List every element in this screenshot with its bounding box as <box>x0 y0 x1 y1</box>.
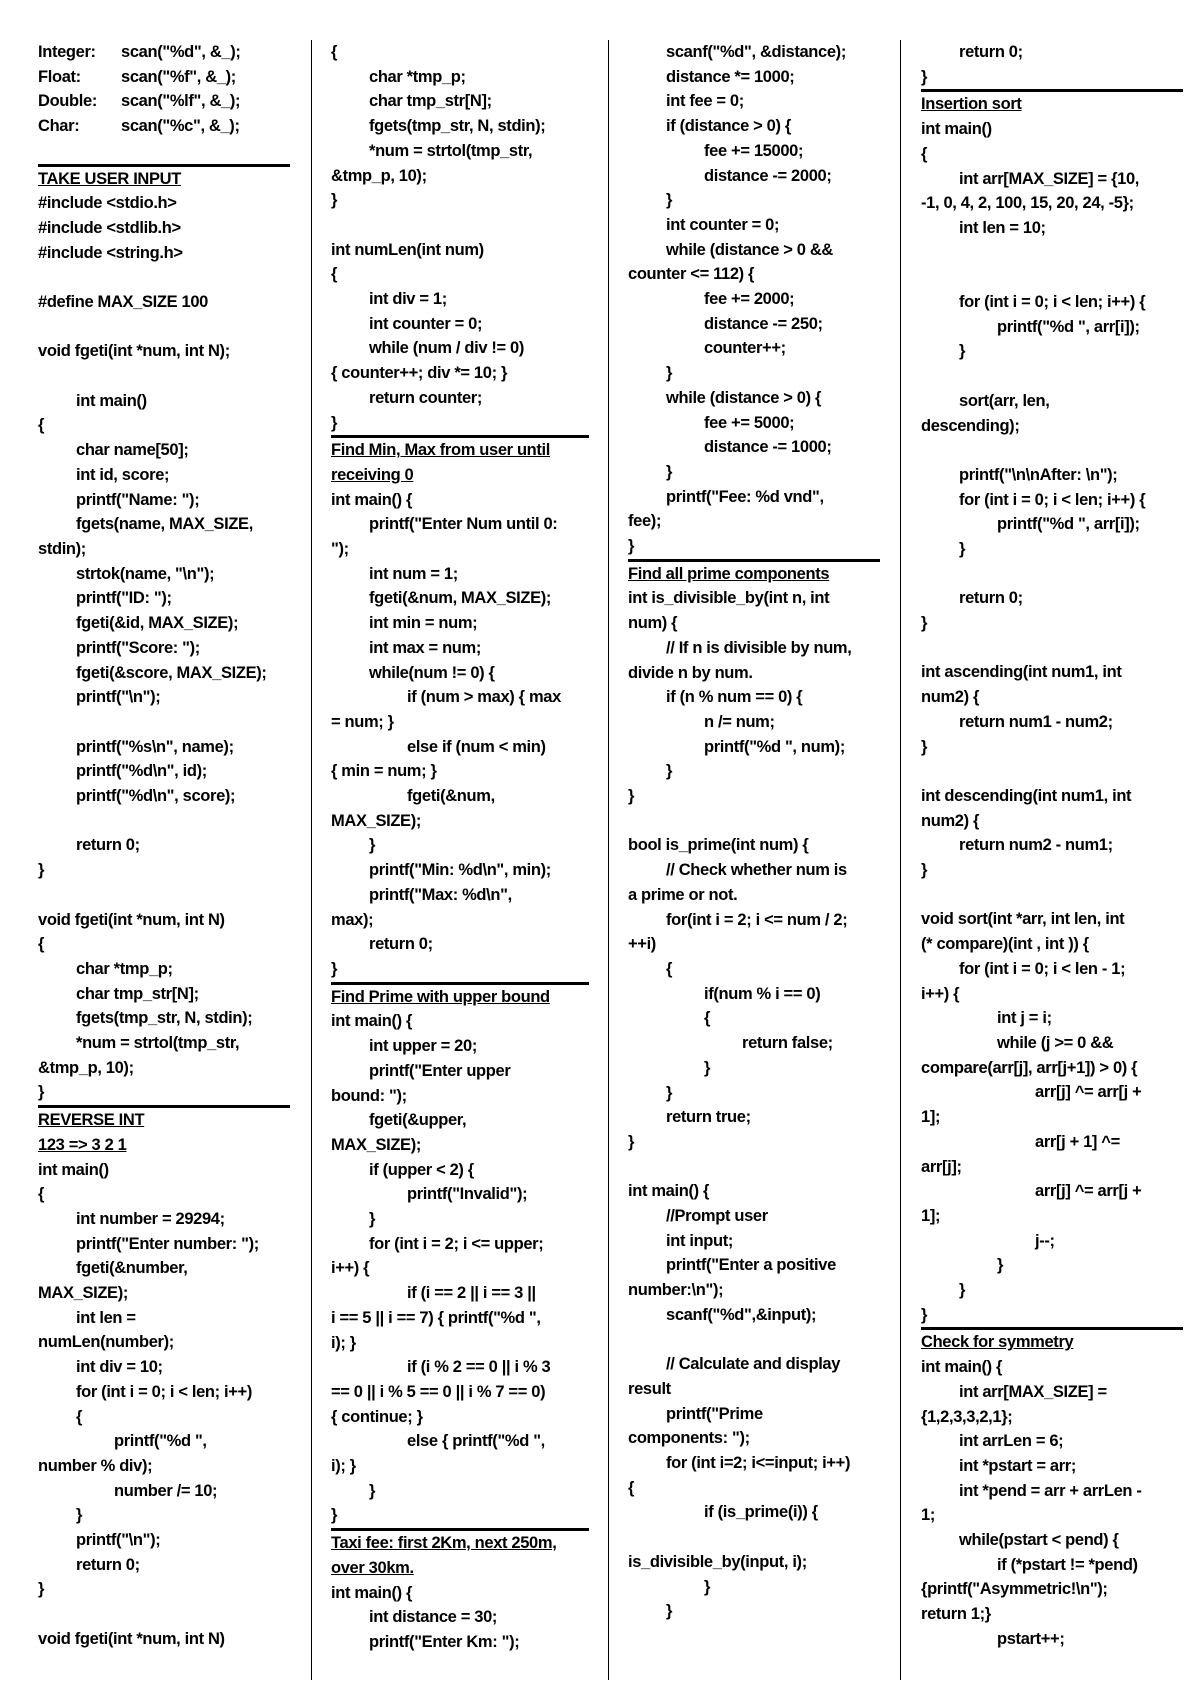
code-line: for (int i = 0; i < len - 1; <box>959 959 1126 978</box>
code-line: printf("%d ", <box>114 1432 207 1451</box>
code-line: { <box>38 935 45 954</box>
code-line: MAX_SIZE); <box>331 811 422 830</box>
section-heading: Find all prime components <box>628 564 830 583</box>
code-line: i++) { <box>331 1259 370 1278</box>
code-line: if (upper < 2) { <box>369 1160 474 1179</box>
code-line: int main() <box>76 391 147 410</box>
code-line: number % div); <box>38 1456 153 1475</box>
code-line: num2) { <box>921 811 980 830</box>
column-2 <box>331 40 589 1680</box>
code-line: } <box>959 540 966 558</box>
code-line: i == 5 || i == 7) { printf("%d ", <box>331 1308 541 1327</box>
code-line: return num1 - num2; <box>959 712 1113 731</box>
code-line: return 0; <box>959 43 1023 61</box>
code-line: scanf("%d", &distance); <box>666 43 846 61</box>
code-line: return 1;} <box>921 1605 991 1624</box>
column-1 <box>38 40 290 1680</box>
code-line: int fee = 0; <box>666 92 744 111</box>
code-line: *num = strtol(tmp_str, <box>76 1034 240 1053</box>
format-row <box>38 89 290 114</box>
code-line: i); } <box>331 1457 356 1476</box>
code-line: i++) { <box>921 984 960 1003</box>
code-line: void fgeti(int *num, int N) <box>38 1629 225 1648</box>
code-line: return 0; <box>369 935 433 954</box>
code-line: { <box>704 1009 711 1028</box>
code-line: fee += 5000; <box>704 413 795 432</box>
code-line: printf("Prime <box>666 1404 763 1423</box>
blank-line <box>921 636 1183 661</box>
code-line: } <box>628 1132 635 1151</box>
blank-line <box>921 759 1183 784</box>
format-row <box>38 65 290 90</box>
code-line: { <box>666 960 673 978</box>
blank-line <box>38 1602 290 1627</box>
column-4-code <box>921 40 1183 1652</box>
code-line: } <box>369 1481 376 1500</box>
code-line: for (int i=2; i<=input; i++) <box>666 1454 851 1473</box>
code-line: stdin); <box>38 540 86 558</box>
code-line: arr[j] ^= arr[j + <box>1035 1182 1142 1201</box>
code-line: counter <= 112) { <box>628 265 755 284</box>
code-line: printf("Name: "); <box>76 490 200 509</box>
code-line: num2) { <box>921 688 980 707</box>
code-line: printf("%d\n", id); <box>76 762 207 781</box>
code-line: } <box>628 787 635 806</box>
code-line: fgeti(&upper, <box>369 1111 467 1130</box>
code-line: if (i == 2 || i == 3 || <box>407 1284 536 1303</box>
column-3 <box>628 40 880 1680</box>
code-line: } <box>666 191 673 210</box>
blank-line <box>921 562 1183 587</box>
code-line: fgets(tmp_str, N, stdin); <box>76 1009 253 1028</box>
blank-line <box>38 883 290 908</box>
code-line: (* compare)(int , int )) { <box>921 935 1089 954</box>
code-line: { <box>38 416 45 435</box>
code-line: 1]; <box>921 1108 941 1127</box>
code-line: while(pstart < pend) { <box>959 1531 1119 1550</box>
code-line: == 0 || i % 5 == 0 || i % 7 == 0) <box>331 1382 546 1401</box>
code-line: printf("Invalid"); <box>407 1185 528 1204</box>
code-line: fgets(name, MAX_SIZE, <box>76 515 253 534</box>
code-line: int input; <box>666 1231 734 1250</box>
code-line: MAX_SIZE); <box>38 1284 129 1303</box>
code-line: { <box>921 144 928 163</box>
format-string: scan("%f", &_); <box>121 67 236 86</box>
code-line: strtok(name, "\n"); <box>76 564 215 583</box>
code-line: return true; <box>666 1108 751 1127</box>
code-line: } <box>331 957 589 985</box>
code-line: printf("%d\n", score); <box>76 787 236 806</box>
code-line: is_divisible_by(input, i); <box>628 1552 807 1571</box>
blank-line <box>628 1328 880 1353</box>
code-line: -1, 0, 4, 2, 100, 15, 20, 24, -5}; <box>921 194 1134 213</box>
code-line: printf("%s\n", name); <box>76 737 234 756</box>
code-line: } <box>921 861 928 880</box>
code-line: { <box>331 43 338 61</box>
code-line: return 0; <box>76 1555 140 1574</box>
code-line: int min = num; <box>369 614 478 633</box>
code-line: return 0; <box>76 836 140 855</box>
code-line: int main() <box>921 120 992 139</box>
code-line: printf("Enter Num until 0: <box>369 515 558 534</box>
code-line: distance *= 1000; <box>666 67 795 86</box>
code-line: { continue; } <box>331 1407 423 1426</box>
code-line: } <box>921 737 928 756</box>
code-line: } <box>666 1083 673 1102</box>
code-line: int main() { <box>331 490 413 509</box>
code-line: int arrLen = 6; <box>959 1432 1064 1451</box>
column-1-code <box>38 139 290 1652</box>
column-divider <box>900 40 901 1680</box>
code-line: j--; <box>1035 1231 1055 1250</box>
code-line: int main() { <box>331 1012 413 1031</box>
code-line: char tmp_str[N]; <box>76 984 199 1003</box>
code-line: while (num / div != 0) <box>369 339 525 358</box>
blank-line <box>38 265 290 290</box>
code-line: i); } <box>331 1333 356 1352</box>
code-line: printf("%d ", arr[i]); <box>997 515 1140 534</box>
code-line: #include <string.h> <box>38 243 183 262</box>
code-line: printf("Enter Km: "); <box>369 1632 520 1651</box>
code-line: printf("Enter number: "); <box>76 1234 259 1253</box>
code-line: #include <stdlib.h> <box>38 218 181 237</box>
code-line: int upper = 20; <box>369 1037 477 1056</box>
column-divider <box>608 40 609 1680</box>
code-line: 1; <box>921 1506 935 1525</box>
section-heading: REVERSE INT <box>38 1111 145 1130</box>
code-line: void fgeti(int *num, int N); <box>38 342 230 361</box>
code-line: } <box>628 534 880 562</box>
code-line: divide n by num. <box>628 663 753 682</box>
format-row <box>38 114 290 139</box>
code-line: arr[j + 1] ^= <box>1035 1132 1120 1151</box>
code-line: printf("Min: %d\n", min); <box>369 861 551 880</box>
code-line: // If n is divisible by num, <box>666 638 852 657</box>
format-row <box>38 40 290 65</box>
code-line: counter++; <box>704 339 786 358</box>
code-line: arr[j]; <box>921 1157 962 1176</box>
code-line: } <box>331 1503 589 1531</box>
blank-line <box>38 139 290 167</box>
blank-line <box>38 364 290 389</box>
code-line: } <box>959 342 966 361</box>
code-line: if (*pstart != *pend) <box>997 1555 1138 1574</box>
blank-line <box>331 213 589 238</box>
code-line: compare(arr[j], arr[j+1]) > 0) { <box>921 1058 1138 1077</box>
code-line: int ascending(int num1, int <box>921 663 1122 682</box>
code-line: {1,2,3,3,2,1}; <box>921 1407 1013 1426</box>
code-line: pstart++; <box>997 1629 1065 1648</box>
code-line: fgets(tmp_str, N, stdin); <box>369 117 546 136</box>
code-line: if (i % 2 == 0 || i % 3 <box>407 1358 551 1377</box>
code-line: } <box>704 1577 711 1596</box>
blank-line <box>921 265 1183 290</box>
code-line: return false; <box>742 1034 833 1053</box>
code-line: fgeti(&num, MAX_SIZE); <box>369 589 552 608</box>
code-line: printf("\n"); <box>76 1531 161 1550</box>
blank-line <box>921 438 1183 463</box>
code-line: else if (num < min) <box>407 737 546 756</box>
code-line: int *pstart = arr; <box>959 1456 1077 1475</box>
code-line: if (n % num == 0) { <box>666 688 803 707</box>
column-divider <box>311 40 312 1680</box>
format-string: scan("%lf", &_); <box>121 92 241 111</box>
code-line: } <box>38 1080 290 1108</box>
code-line: sort(arr, len, <box>959 391 1050 410</box>
code-line: fgeti(&num, <box>407 787 495 806</box>
code-line: 1]; <box>921 1206 941 1225</box>
code-line: = num; } <box>331 712 394 731</box>
code-line: distance -= 2000; <box>704 166 832 185</box>
section-heading: Insertion sort <box>921 95 1022 114</box>
code-line: number /= 10; <box>114 1481 218 1500</box>
code-line: #include <stdio.h> <box>38 194 177 213</box>
section-heading: Find Min, Max from user until <box>331 441 551 460</box>
code-line: else { printf("%d ", <box>407 1432 545 1451</box>
code-line: { <box>628 1478 635 1497</box>
type-label: Integer: <box>38 43 96 61</box>
code-line: descending); <box>921 416 1020 435</box>
code-line: fgeti(&number, <box>76 1259 188 1278</box>
code-line: { <box>76 1407 83 1426</box>
code-line: { <box>38 1185 45 1204</box>
code-line: fee += 15000; <box>704 141 804 160</box>
code-line: max); <box>331 910 374 929</box>
code-line: } <box>331 411 589 439</box>
code-line: } <box>331 191 338 210</box>
code-line: n /= num; <box>704 712 775 731</box>
code-line: for (int i = 2; i <= upper; <box>369 1234 544 1253</box>
code-line: bool is_prime(int num) { <box>628 836 809 855</box>
code-line: int main() { <box>331 1583 413 1602</box>
blank-line <box>628 1155 880 1180</box>
code-line: for (int i = 0; i < len; i++) { <box>959 293 1146 311</box>
code-line: int number = 29294; <box>76 1209 225 1228</box>
code-line: } <box>38 1580 45 1599</box>
format-string: scan("%d", &_); <box>121 43 241 61</box>
blank-line <box>921 364 1183 389</box>
code-line: components: "); <box>628 1429 750 1448</box>
code-line: int id, score; <box>76 465 170 484</box>
code-line: int main() { <box>628 1182 710 1201</box>
blank-line <box>38 809 290 834</box>
code-line: int len = 10; <box>959 218 1046 237</box>
code-line: distance -= 1000; <box>704 438 832 457</box>
section-heading: TAKE USER INPUT <box>38 169 181 188</box>
section-heading: 123 => 3 2 1 <box>38 1135 127 1154</box>
code-line: if (is_prime(i)) { <box>704 1503 818 1522</box>
code-line: int arr[MAX_SIZE] = <box>959 1382 1107 1401</box>
code-line: // Calculate and display <box>666 1355 841 1374</box>
code-line: { counter++; div *= 10; } <box>331 364 508 383</box>
code-line: a prime or not. <box>628 885 738 904</box>
code-line: while (distance > 0) { <box>666 388 822 407</box>
code-line: int num = 1; <box>369 564 458 583</box>
code-line: printf("Score: "); <box>76 638 200 657</box>
code-line: int main() <box>38 1160 109 1179</box>
code-line: fee += 2000; <box>704 290 795 309</box>
code-line: int counter = 0; <box>666 215 780 234</box>
code-line: char tmp_str[N]; <box>369 92 492 111</box>
code-line: printf("ID: "); <box>76 589 172 608</box>
code-line: void sort(int *arr, int len, int <box>921 910 1125 929</box>
code-line: while (distance > 0 && <box>666 240 833 259</box>
blank-line <box>921 241 1183 266</box>
code-line: printf("Enter a positive <box>666 1256 836 1275</box>
code-line: fgeti(&score, MAX_SIZE); <box>76 663 267 682</box>
code-line: printf("%d ", num); <box>704 737 845 756</box>
blank-line <box>38 315 290 340</box>
code-line: result <box>628 1379 671 1398</box>
code-line: int numLen(int num) <box>331 240 484 259</box>
section-heading: receiving 0 <box>331 465 414 484</box>
column-2-code <box>331 40 589 1655</box>
code-line: while(num != 0) { <box>369 663 495 682</box>
code-line: {printf("Asymmetric!\n"); <box>921 1580 1108 1599</box>
code-line: return counter; <box>369 388 483 407</box>
code-line: // Check whether num is <box>666 861 847 880</box>
code-line: } <box>369 836 376 855</box>
code-line: printf("\n\nAfter: \n"); <box>959 465 1118 484</box>
code-line: { <box>331 265 338 284</box>
code-line: //Prompt user <box>666 1207 768 1226</box>
code-line: int j = i; <box>997 1009 1052 1028</box>
code-line: if (num > max) { max <box>407 688 561 707</box>
code-line: *num = strtol(tmp_str, <box>369 141 533 160</box>
type-label: Double: <box>38 92 97 111</box>
code-line: while (j >= 0 && <box>997 1034 1114 1052</box>
code-line: fee); <box>628 512 662 531</box>
code-line: char *tmp_p; <box>369 67 466 86</box>
code-line: #define MAX_SIZE 100 <box>38 293 208 311</box>
code-line: if(num % i == 0) <box>704 984 821 1003</box>
code-line: fgeti(&id, MAX_SIZE); <box>76 614 239 633</box>
blank-line <box>628 809 880 834</box>
code-line: for(int i = 2; i <= num / 2; <box>666 910 848 929</box>
code-line: } <box>704 1058 711 1077</box>
code-line: } <box>959 1281 966 1300</box>
code-line: } <box>76 1506 83 1525</box>
code-line: number:\n"); <box>628 1281 724 1300</box>
code-line: MAX_SIZE); <box>331 1135 422 1154</box>
blank-line <box>628 1525 880 1550</box>
code-line: int is_divisible_by(int n, int <box>628 589 830 608</box>
section-heading: Find Prime with upper bound <box>331 987 550 1006</box>
code-line: } <box>666 462 673 481</box>
blank-line <box>921 883 1183 908</box>
cheat-sheet-page <box>38 40 1183 1680</box>
code-line: int len = <box>76 1308 136 1327</box>
code-line: } <box>666 762 673 781</box>
code-line: if (distance > 0) { <box>666 117 791 136</box>
code-line: int div = 1; <box>369 290 447 309</box>
code-line: printf("\n"); <box>76 688 161 707</box>
code-line: int main() { <box>921 1358 1003 1377</box>
code-line: int arr[MAX_SIZE] = {10, <box>959 169 1140 188</box>
code-line: num) { <box>628 614 678 633</box>
code-line: scanf("%d",&input); <box>666 1305 817 1324</box>
code-line: int *pend = arr + arrLen - <box>959 1481 1142 1500</box>
code-line: int distance = 30; <box>369 1608 498 1627</box>
code-line: "); <box>331 540 349 559</box>
column-3-code <box>628 40 880 1624</box>
section-heading: Check for symmetry <box>921 1333 1074 1352</box>
code-line: int descending(int num1, int <box>921 786 1132 805</box>
type-label: Char: <box>38 117 80 136</box>
code-line: distance -= 250; <box>704 314 823 333</box>
code-line: } <box>997 1256 1004 1275</box>
code-line: printf("%d ", arr[i]); <box>997 317 1140 336</box>
code-line: } <box>921 65 1183 93</box>
section-heading: over 30km. <box>331 1558 414 1577</box>
code-line: arr[j] ^= arr[j + <box>1035 1083 1142 1102</box>
code-line: } <box>921 1303 1183 1331</box>
code-line: int div = 10; <box>76 1358 163 1377</box>
code-line: char *tmp_p; <box>76 959 173 978</box>
type-label: Float: <box>38 67 81 86</box>
code-line: int max = num; <box>369 638 481 657</box>
code-line: } <box>921 614 928 633</box>
code-line: for (int i = 0; i < len; i++) { <box>959 490 1146 509</box>
format-string: scan("%c", &_); <box>121 117 240 136</box>
code-line: &tmp_p, 10); <box>331 166 427 185</box>
code-line: ++i) <box>628 935 656 954</box>
code-line: printf("Max: %d\n", <box>369 885 512 904</box>
column-4 <box>921 40 1183 1680</box>
code-line: for (int i = 0; i < len; i++) <box>76 1382 252 1401</box>
code-line: } <box>38 861 45 880</box>
blank-line <box>38 710 290 735</box>
code-line: &tmp_p, 10); <box>38 1058 134 1077</box>
code-line: printf("Enter upper <box>369 1061 511 1080</box>
code-line: return num2 - num1; <box>959 836 1113 855</box>
code-line: char name[50]; <box>76 441 189 460</box>
code-line: bound: "); <box>331 1086 407 1105</box>
section-heading: Taxi fee: first 2Km, next 250m, <box>331 1534 557 1553</box>
code-line: printf("Fee: %d vnd", <box>666 487 824 506</box>
code-line: int counter = 0; <box>369 314 483 333</box>
code-line: numLen(number); <box>38 1333 174 1352</box>
code-line: void fgeti(int *num, int N) <box>38 910 225 929</box>
code-line: } <box>666 364 673 383</box>
code-line: return 0; <box>959 589 1023 608</box>
code-line: { min = num; } <box>331 762 437 781</box>
code-line: } <box>666 1602 673 1621</box>
format-specifier-table <box>38 40 290 139</box>
code-line: } <box>369 1210 376 1229</box>
